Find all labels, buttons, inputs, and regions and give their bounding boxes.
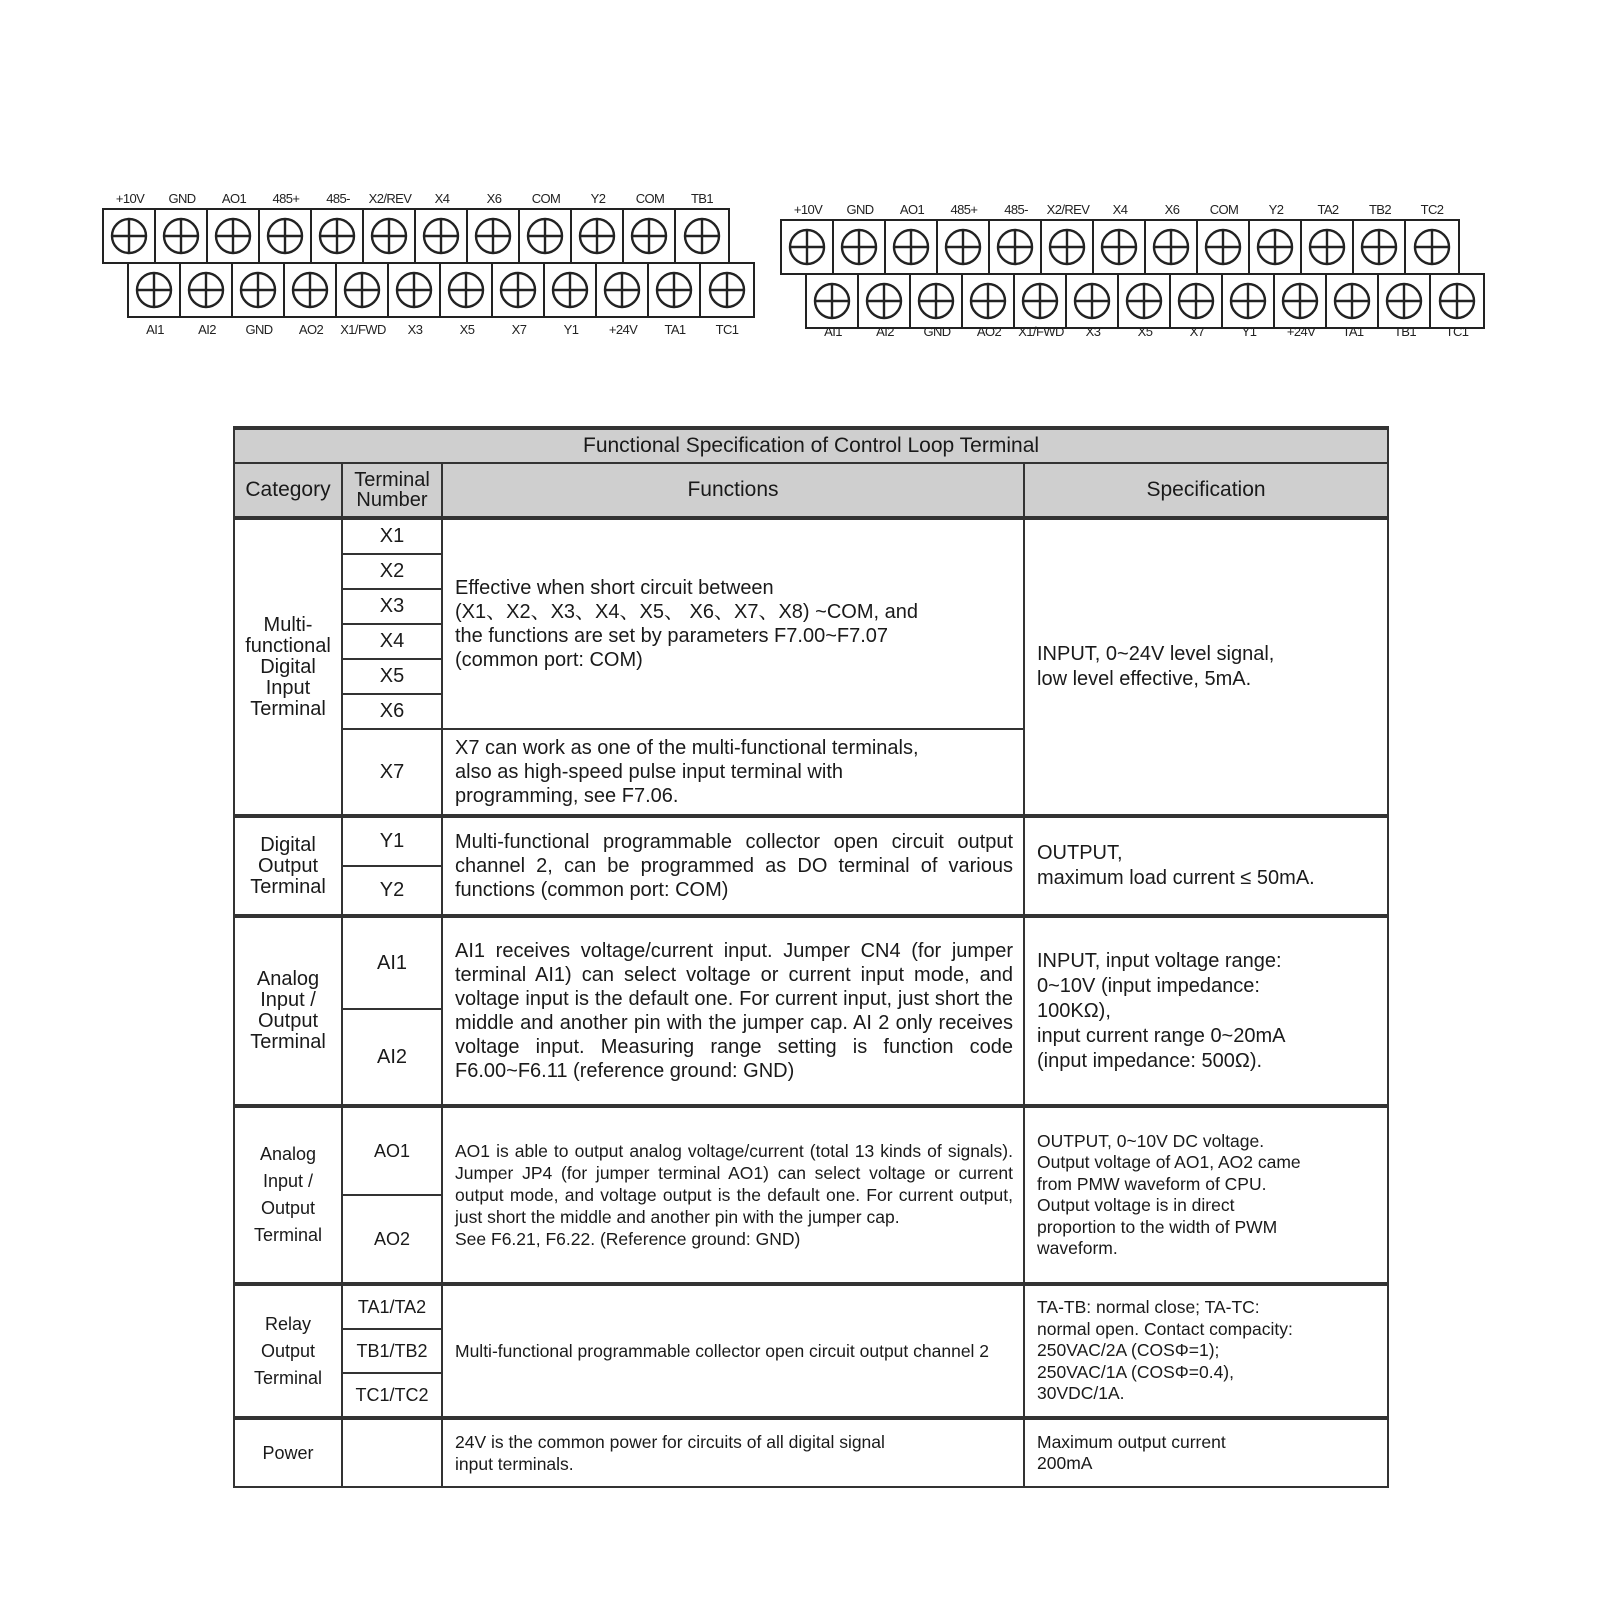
screw-icon <box>892 228 930 266</box>
terminal-label: X3 <box>407 322 423 337</box>
terminal-label: X2/REV <box>1046 202 1090 217</box>
header-category: Category <box>234 463 342 518</box>
screw-icon <box>630 217 668 255</box>
terminal-screw <box>1327 275 1379 327</box>
terminal-screw <box>834 221 886 273</box>
terminal-screw <box>468 210 520 262</box>
terminal-screw <box>1146 221 1198 273</box>
terminal-screw <box>129 264 181 316</box>
terminal-cell: TB1/TB2 <box>342 1329 442 1373</box>
terminal-screw <box>624 210 676 262</box>
terminal-screw <box>520 210 572 262</box>
terminal-label: TC1 <box>1445 324 1469 339</box>
terminal-label: Y1 <box>563 322 579 337</box>
terminal-label: COM <box>635 191 665 206</box>
terminal-label: Y1 <box>1241 324 1257 339</box>
terminal-label: AI2 <box>198 322 216 337</box>
screw-icon <box>1385 282 1423 320</box>
terminal-screw <box>1094 221 1146 273</box>
terminal-screw <box>1119 275 1171 327</box>
terminal-cell: Y1 <box>342 816 442 866</box>
screw-icon <box>578 217 616 255</box>
terminal-label: X6 <box>486 191 502 206</box>
terminal-label: TB2 <box>1368 202 1392 217</box>
terminal-screw <box>364 210 416 262</box>
header-specification: Specification <box>1024 463 1388 518</box>
terminal-screw <box>337 264 389 316</box>
screw-icon <box>788 228 826 266</box>
terminal-screw <box>990 221 1042 273</box>
terminal-screw <box>312 210 364 262</box>
screw-icon <box>1177 282 1215 320</box>
terminal-label: GND <box>168 191 196 206</box>
terminal-row-top <box>780 219 1460 275</box>
terminal-screw <box>782 221 834 273</box>
terminal-label: 485- <box>326 191 350 206</box>
screw-icon <box>1360 228 1398 266</box>
terminal-label: X3 <box>1085 324 1101 339</box>
screw-icon <box>603 271 641 309</box>
terminal-screw <box>572 210 624 262</box>
terminal-screw <box>1067 275 1119 327</box>
table-row <box>234 916 1388 1009</box>
spec-analog-output: OUTPUT, 0~10V DC voltage. Output voltage of AO1, AO2 came from PMW waveform of CPU. Output voltage is in direct proportion to the width of PWM waveform. <box>1024 1106 1388 1284</box>
screw-icon <box>969 282 1007 320</box>
terminal-screw <box>1250 221 1302 273</box>
screw-icon <box>865 282 903 320</box>
function-relay-output: Multi-functional programmable collector open circuit output channel 2 <box>442 1284 1024 1418</box>
screw-icon <box>187 271 225 309</box>
terminal-cell: AI1 <box>342 916 442 1009</box>
terminal-label: 485+ <box>272 191 300 206</box>
category-analog-input: Analog Input / Output Terminal <box>234 916 342 1106</box>
terminal-cell: AI2 <box>342 1009 442 1106</box>
terminal-label: COM <box>531 191 561 206</box>
terminal-cell: AO1 <box>342 1106 442 1195</box>
screw-icon <box>135 271 173 309</box>
function-analog-output: AO1 is able to output analog voltage/current (total 13 kinds of signals). Jumper JP4 (for jumper terminal AO1) can select voltage or current output mode, and voltage output is the default one. For current output, just short the middle and another pin with the jumper cap. See F6.21, F6.22. (Reference ground: GND) <box>442 1106 1024 1284</box>
terminal-screw <box>1042 221 1094 273</box>
terminal-label: X7 <box>1189 324 1205 339</box>
terminal-label: AO1 <box>899 202 925 217</box>
terminal-cell: Y2 <box>342 866 442 916</box>
terminal-cell: AO2 <box>342 1195 442 1284</box>
terminal-row-top <box>102 208 730 264</box>
screw-icon <box>708 271 746 309</box>
spec-power: Maximum output current 200mA <box>1024 1418 1388 1487</box>
screw-icon <box>1021 282 1059 320</box>
terminal-label: +24V <box>608 322 638 337</box>
table-row <box>234 1284 1388 1329</box>
screw-icon <box>944 228 982 266</box>
terminal-screw <box>285 264 337 316</box>
screw-icon <box>343 271 381 309</box>
terminal-screw <box>389 264 441 316</box>
terminal-cell: X3 <box>342 589 442 624</box>
screw-icon <box>1438 282 1476 320</box>
screw-icon <box>266 217 304 255</box>
terminal-label: Y2 <box>1268 202 1284 217</box>
terminal-label: TB1 <box>1393 324 1417 339</box>
terminal-cell: X1 <box>342 518 442 554</box>
terminal-label: Y2 <box>590 191 606 206</box>
function-digital-input: Effective when short circuit between (X1、X2、X3、X4、X5、 X6、X7、X8) ~COM, and the functions are set by parameters F7.00~F7.07 (common port: COM) <box>442 518 1024 729</box>
terminal-cell-x7: X7 <box>342 729 442 816</box>
table-title: Functional Specification of Control Loop Terminal <box>234 428 1388 463</box>
terminal-label: X1/FWD <box>1018 324 1064 339</box>
terminal-screw <box>1275 275 1327 327</box>
terminal-screw <box>441 264 493 316</box>
screw-icon <box>110 217 148 255</box>
terminal-screw <box>260 210 312 262</box>
screw-icon <box>526 217 564 255</box>
spec-digital-output: OUTPUT, maximum load current ≤ 50mA. <box>1024 816 1388 916</box>
terminal-screw <box>156 210 208 262</box>
category-power: Power <box>234 1418 342 1487</box>
terminal-screw <box>807 275 859 327</box>
terminal-label: TB1 <box>690 191 714 206</box>
terminal-label: AO1 <box>221 191 247 206</box>
screw-icon <box>655 271 693 309</box>
terminal-label: AI2 <box>876 324 894 339</box>
screw-icon <box>917 282 955 320</box>
terminal-label: TA1 <box>1342 324 1364 339</box>
terminal-label: +10V <box>115 191 145 206</box>
terminal-label: TC2 <box>1420 202 1444 217</box>
screw-icon <box>474 217 512 255</box>
terminal-label: 485- <box>1004 202 1028 217</box>
spec-relay-output: TA-TB: normal close; TA-TC: normal open. Contact compacity: 250VAC/2A (COSΦ=1); 250VAC/1A (COSΦ=0.4), 30VDC/1A. <box>1024 1284 1388 1418</box>
terminal-label: TA1 <box>664 322 686 337</box>
terminal-label: 485+ <box>950 202 978 217</box>
terminal-row-bottom <box>805 273 1485 329</box>
screw-icon <box>291 271 329 309</box>
terminal-label: X6 <box>1164 202 1180 217</box>
screw-icon <box>813 282 851 320</box>
terminal-screw <box>701 264 753 316</box>
terminal-label: X5 <box>1137 324 1153 339</box>
screw-icon <box>1308 228 1346 266</box>
screw-icon <box>1229 282 1267 320</box>
terminal-label: X4 <box>1112 202 1128 217</box>
terminal-cell: X6 <box>342 694 442 729</box>
screw-icon <box>447 271 485 309</box>
terminal-label: AI1 <box>824 324 842 339</box>
terminal-screw <box>1302 221 1354 273</box>
terminal-screw <box>649 264 701 316</box>
terminal-label: GND <box>245 322 273 337</box>
terminal-screw <box>938 221 990 273</box>
screw-icon <box>1073 282 1111 320</box>
screw-icon <box>1100 228 1138 266</box>
screw-icon <box>370 217 408 255</box>
terminal-label: X7 <box>511 322 527 337</box>
terminal-screw <box>416 210 468 262</box>
terminal-cell: X5 <box>342 659 442 694</box>
terminal-cell: X4 <box>342 624 442 659</box>
terminal-screw <box>597 264 649 316</box>
screw-icon <box>1048 228 1086 266</box>
terminal-screw <box>104 210 156 262</box>
screw-icon <box>551 271 589 309</box>
screw-icon <box>395 271 433 309</box>
category-digital-input: Multi- functional Digital Input Terminal <box>234 518 342 816</box>
terminal-cell-power <box>342 1418 442 1487</box>
terminal-label: GND <box>846 202 874 217</box>
screw-icon <box>318 217 356 255</box>
spec-analog-input: INPUT, input voltage range: 0~10V (input impedance: 100KΩ), input current range 0~20mA (input impedance: 500Ω). <box>1024 916 1388 1106</box>
category-digital-output: Digital Output Terminal <box>234 816 342 916</box>
terminal-screw <box>963 275 1015 327</box>
terminal-label: X5 <box>459 322 475 337</box>
screw-icon <box>1152 228 1190 266</box>
terminal-label: X1/FWD <box>340 322 386 337</box>
terminal-screw <box>545 264 597 316</box>
screw-icon <box>499 271 537 309</box>
screw-icon <box>1333 282 1371 320</box>
terminal-label: AI1 <box>146 322 164 337</box>
terminal-label: TA2 <box>1317 202 1339 217</box>
screw-icon <box>683 217 721 255</box>
terminal-label: +24V <box>1286 324 1316 339</box>
control-loop-terminal-table <box>233 426 1389 1488</box>
function-analog-input: AI1 receives voltage/current input. Jumper CN4 (for jumper terminal AI1) can select voltage or current input mode, and voltage input is the default one. For current input, just short the middle and another pin with the jumper cap. AI 2 only receives voltage input. Measuring range setting is function code F6.00~F6.11 (reference ground: GND) <box>442 916 1024 1106</box>
terminal-screw <box>493 264 545 316</box>
table-row <box>234 1106 1388 1195</box>
terminal-label: AO2 <box>298 322 324 337</box>
screw-icon <box>1256 228 1294 266</box>
terminal-cell: TA1/TA2 <box>342 1284 442 1329</box>
screw-icon <box>840 228 878 266</box>
terminal-label: TC1 <box>715 322 739 337</box>
terminal-screw <box>676 210 728 262</box>
function-digital-output: Multi-functional programmable collector open circuit output channel 2, can be programmed as DO terminal of various functions (common port: COM) <box>442 816 1024 916</box>
terminal-label: AO2 <box>976 324 1002 339</box>
table-row <box>234 518 1388 554</box>
terminal-screw <box>1223 275 1275 327</box>
table-row <box>234 816 1388 866</box>
terminal-screw <box>1015 275 1067 327</box>
terminal-screw <box>1431 275 1483 327</box>
terminal-cell: TC1/TC2 <box>342 1373 442 1418</box>
table-row <box>234 1418 1388 1487</box>
screw-icon <box>162 217 200 255</box>
terminal-screw <box>233 264 285 316</box>
screw-icon <box>214 217 252 255</box>
header-terminal-number: Terminal Number <box>342 463 442 518</box>
screw-icon <box>422 217 460 255</box>
terminal-screw <box>859 275 911 327</box>
terminal-label: COM <box>1209 202 1239 217</box>
function-power: 24V is the common power for circuits of all digital signal input terminals. <box>442 1418 1024 1487</box>
screw-icon <box>1281 282 1319 320</box>
terminal-label: X4 <box>434 191 450 206</box>
terminal-screw <box>911 275 963 327</box>
terminal-screw <box>1379 275 1431 327</box>
screw-icon <box>239 271 277 309</box>
terminal-screw <box>1198 221 1250 273</box>
spec-digital-input: INPUT, 0~24V level signal, low level effective, 5mA. <box>1024 518 1388 816</box>
screw-icon <box>1413 228 1451 266</box>
terminal-label: GND <box>923 324 951 339</box>
screw-icon <box>1204 228 1242 266</box>
terminal-cell: X2 <box>342 554 442 589</box>
terminal-screw <box>1406 221 1458 273</box>
terminal-screw <box>1354 221 1406 273</box>
terminal-label: +10V <box>793 202 823 217</box>
screw-icon <box>996 228 1034 266</box>
category-relay-output: Relay Output Terminal <box>234 1284 342 1418</box>
function-x7: X7 can work as one of the multi-functional terminals, also as high-speed pulse input terminal with programming, see F7.06. <box>442 729 1024 816</box>
screw-icon <box>1125 282 1163 320</box>
terminal-screw <box>1171 275 1223 327</box>
header-functions: Functions <box>442 463 1024 518</box>
category-analog-output: Analog Input / Output Terminal <box>234 1106 342 1284</box>
terminal-label: X2/REV <box>368 191 412 206</box>
terminal-screw <box>208 210 260 262</box>
terminal-screw <box>181 264 233 316</box>
terminal-row-bottom <box>127 262 755 318</box>
terminal-screw <box>886 221 938 273</box>
